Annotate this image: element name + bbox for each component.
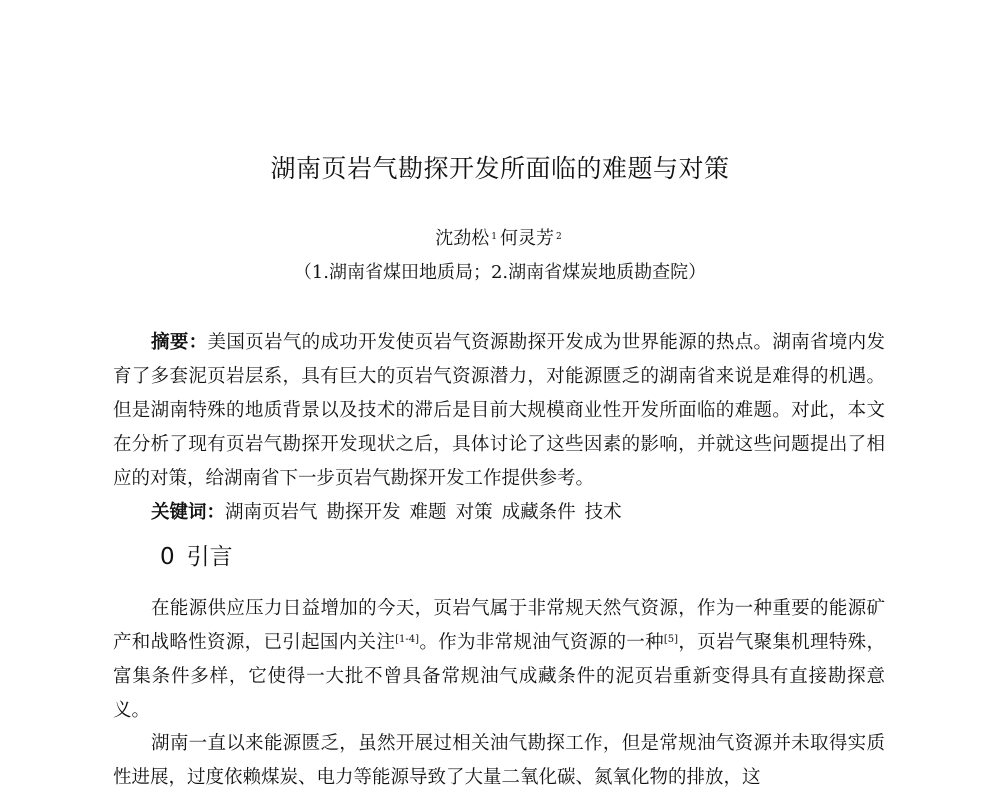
paragraph-text: 湖南一直以来能源匮乏，虽然开展过相关油气勘探工作，但是常规油气资源并未取得实质性进展，过度依赖煤炭、电力等能源导致了大量二氧化碳、氮氧化物的排放，这 — [113, 733, 885, 788]
body-paragraph — [113, 727, 885, 795]
keyword: 技术 — [584, 502, 622, 523]
affiliations: （1.湖南省煤田地质局；2.湖南省煤炭地质勘查院） — [293, 262, 707, 283]
citation-ref[interactable]: [5] — [663, 634, 679, 645]
section-title: 引言 — [186, 544, 233, 570]
author-line — [0, 226, 1000, 252]
paper-title: 湖南页岩气勘探开发所面临的难题与对策 — [270, 154, 730, 183]
citation-ref[interactable]: [1-4] — [395, 634, 420, 645]
keywords-line — [151, 496, 631, 530]
keywords-label: 关键词： — [151, 502, 226, 523]
paragraph-text: 。作为非常规油气资源的一种 — [419, 632, 664, 653]
author-affiliation-mark: 1 — [491, 232, 497, 242]
paragraph-text: 在能源供应压力日益增加的今天，页岩气属于非常规天然气资源，作为一种重要的能源矿产和战略性资源，已引起国内关注 — [113, 598, 885, 653]
author-affiliation-mark: 2 — [556, 232, 562, 242]
author-name: 何灵芳 — [500, 228, 554, 249]
keyword: 对策 — [455, 502, 493, 523]
paragraph-text: ，页岩气聚集机理特殊，富集条件多样，它使得一大批不曾具备常规油气成藏条件的泥页岩重新变得具有直接勘探意义。 — [113, 632, 885, 721]
keyword: 勘探开发 — [326, 502, 401, 523]
keyword: 难题 — [409, 502, 447, 523]
section-number: 0 — [160, 544, 175, 570]
abstract-text: 美国页岩气的成功开发使页岩气资源勘探开发成为世界能源的热点。湖南省境内发育了多套泥页岩层系，具有巨大的页岩气资源潜力，对能源匮乏的湖南省来说是难得的机遇。但是湖南特殊的地质背景以及技术的滞后是目前大规模商业性开发所面临的难题。对此，本文在分析了现有页岩气勘探开发现状之后，具体讨论了这些因素的影响，并就这些问题提出了相应的对策，给湖南省下一步页岩气勘探开发工作提供参考。 — [113, 332, 885, 489]
author-name: 沈劲松 — [435, 228, 490, 249]
section-heading — [160, 540, 233, 574]
keyword: 湖南页岩气 — [225, 502, 318, 523]
abstract-label: 摘要： — [151, 332, 208, 353]
keyword: 成藏条件 — [501, 502, 576, 523]
body-paragraph — [113, 592, 885, 728]
abstract — [113, 326, 885, 496]
